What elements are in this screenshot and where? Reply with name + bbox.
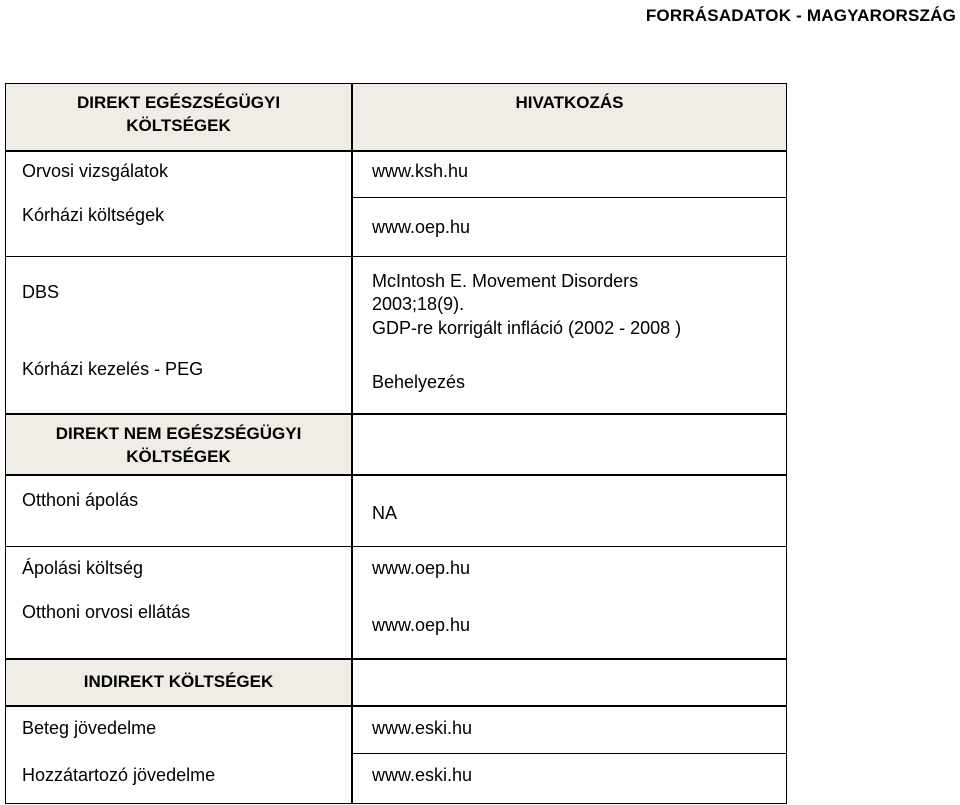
cost-sources-table	[5, 83, 787, 804]
cost-category-column	[6, 84, 353, 803]
header-divider	[6, 474, 351, 476]
cost-item: Orvosi vizsgálatok	[22, 161, 169, 181]
header-divider	[353, 150, 786, 152]
reference-entry: www.eski.hu	[372, 718, 473, 738]
cost-item: Kórházi kezelés - PEG	[22, 359, 204, 379]
cost-item: Otthoni orvosi ellátás	[22, 602, 191, 622]
cost-item: Beteg jövedelme	[22, 718, 157, 738]
row-divider	[6, 546, 351, 547]
row-divider	[6, 256, 351, 257]
direct-nonhealth-header-line1: DIREKT NEM EGÉSZSÉGÜGYI	[55, 424, 302, 443]
page-heading: FORRÁSADATOK - MAGYARORSZÁG	[645, 6, 956, 25]
reference-entry: NA	[372, 503, 398, 523]
empty-header-cell	[353, 660, 786, 705]
reference-entry: Behelyezés	[372, 372, 466, 392]
reference-entry: www.ksh.hu	[372, 161, 469, 181]
direct-nonhealth-costs-header	[6, 415, 351, 474]
cost-item: Ápolási költség	[22, 558, 144, 578]
header-divider	[353, 705, 786, 707]
direct-health-header-line1: DIREKT EGÉSZSÉGÜGYI	[76, 93, 281, 112]
reference-entry: McIntosh E. Movement Disorders	[372, 271, 639, 291]
reference-entry: 2003;18(9).	[372, 294, 465, 314]
reference-entry: www.eski.hu	[372, 765, 473, 785]
reference-entry: www.oep.hu	[372, 558, 471, 578]
row-divider	[353, 546, 786, 547]
header-divider	[353, 474, 786, 476]
reference-entry: www.oep.hu	[372, 615, 471, 635]
indirect-header: INDIREKT KÖLTSÉGEK	[83, 672, 274, 691]
cost-item: Kórházi költségek	[22, 205, 165, 225]
row-divider	[353, 197, 786, 198]
direct-health-header-line2: KÖLTSÉGEK	[126, 116, 231, 135]
cost-item: Otthoni ápolás	[22, 490, 139, 510]
row-divider	[353, 753, 786, 754]
direct-nonhealth-header-line2: KÖLTSÉGEK	[126, 447, 231, 466]
reference-entry: GDP-re korrigált infláció (2002 - 2008 )	[372, 318, 682, 338]
header-divider	[6, 150, 351, 152]
reference-header-label: HIVATKOZÁS	[515, 93, 624, 112]
reference-entry: www.oep.hu	[372, 217, 471, 237]
empty-header-cell	[353, 415, 786, 474]
reference-header	[353, 84, 786, 150]
header-divider	[6, 705, 351, 707]
cost-item: DBS	[22, 282, 60, 302]
cost-item: Hozzátartozó jövedelme	[22, 765, 216, 785]
reference-column	[353, 84, 786, 803]
indirect-costs-header	[6, 660, 351, 705]
row-divider	[353, 256, 786, 257]
direct-health-costs-header	[6, 84, 351, 150]
